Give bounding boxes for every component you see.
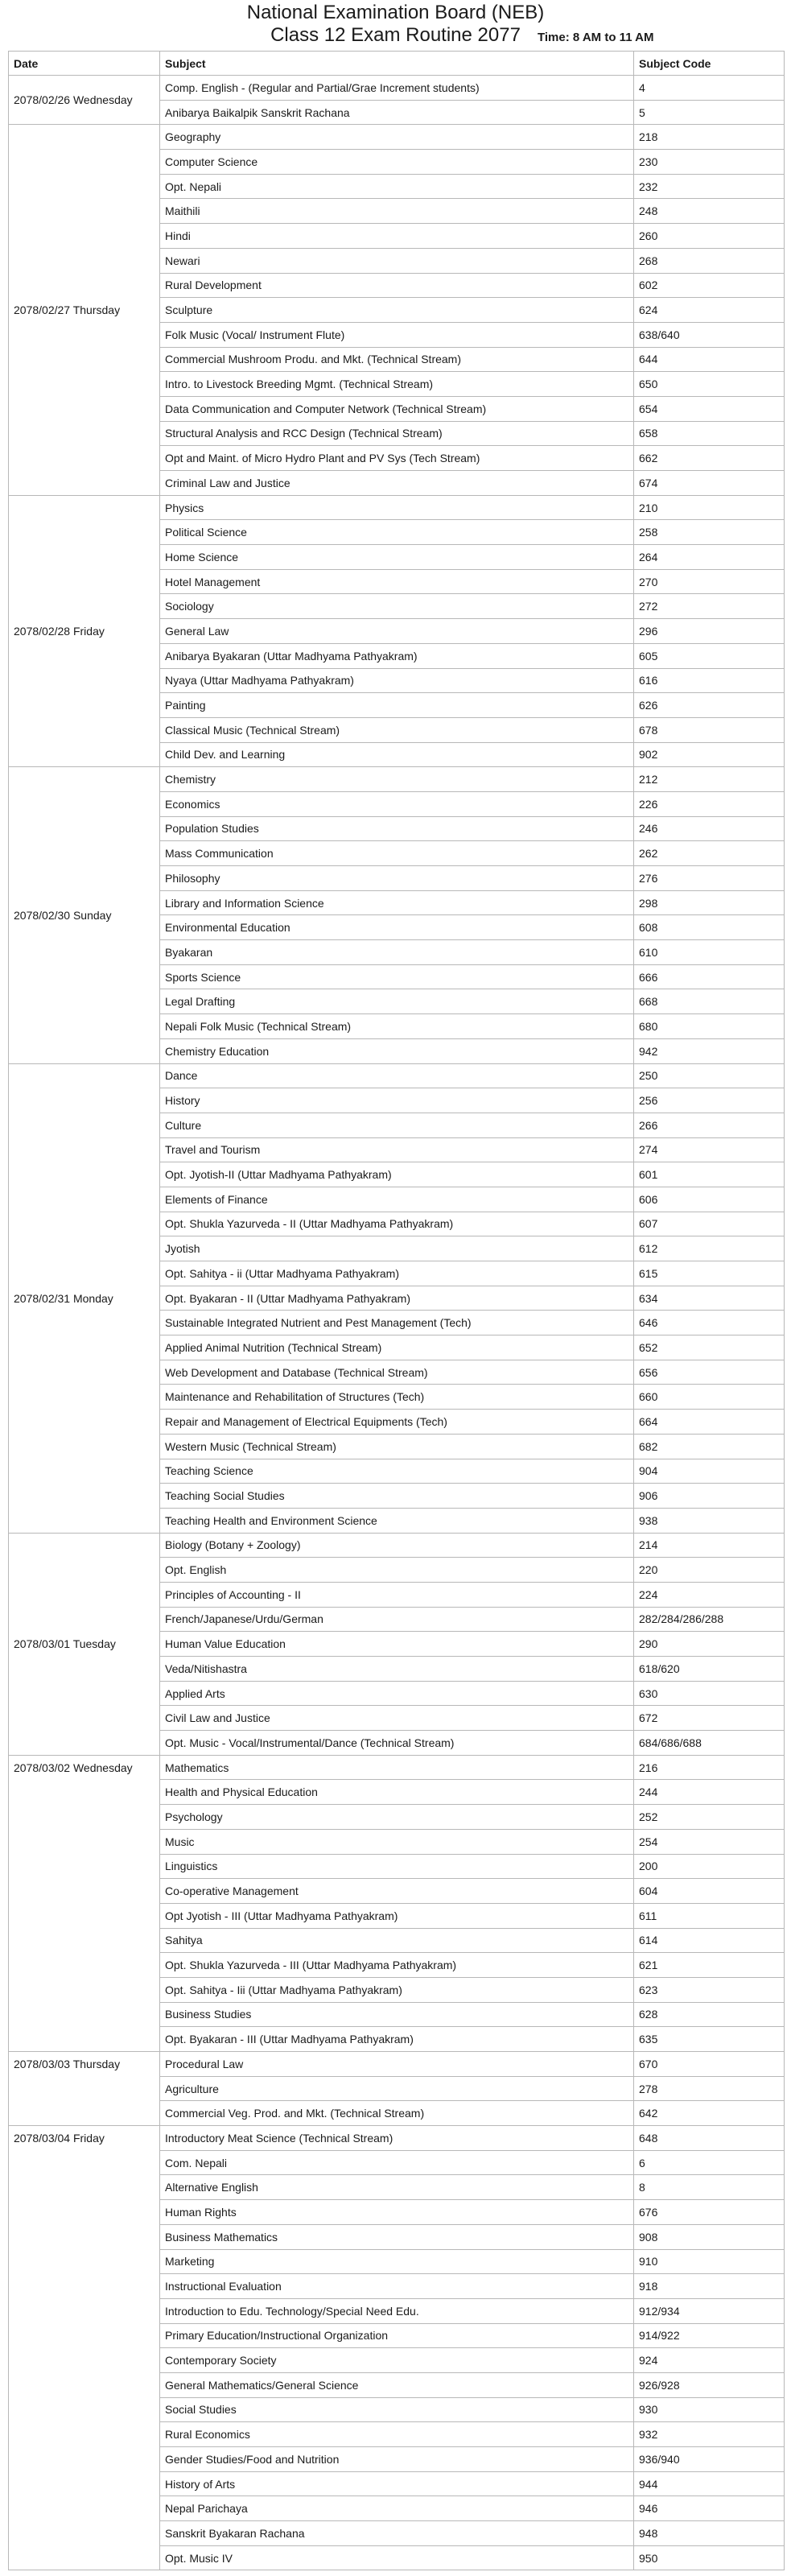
subject-cell: Environmental Education xyxy=(160,915,634,940)
subject-code-cell: 615 xyxy=(634,1261,785,1286)
subject-code-cell: 656 xyxy=(634,1360,785,1385)
subject-code-cell: 611 xyxy=(634,1903,785,1928)
exam-date-cell: 2078/02/30 Sunday xyxy=(9,767,160,1063)
exam-date-cell: 2078/03/01 Tuesday xyxy=(9,1533,160,1755)
subject-cell: Gender Studies/Food and Nutrition xyxy=(160,2447,634,2472)
subject-code-cell: 924 xyxy=(634,2348,785,2373)
subject-cell: Chemistry xyxy=(160,767,634,792)
subject-code-cell: 264 xyxy=(634,545,785,570)
subject-cell: Sociology xyxy=(160,594,634,619)
subject-cell: History xyxy=(160,1088,634,1113)
subject-code-cell: 608 xyxy=(634,915,785,940)
subject-cell: Introduction to Edu. Technology/Special Need Edu. xyxy=(160,2298,634,2323)
subject-cell: Sanskrit Byakaran Rachana xyxy=(160,2521,634,2546)
subject-code-cell: 648 xyxy=(634,2126,785,2151)
subject-cell: Principles of Accounting - II xyxy=(160,1582,634,1607)
table-row xyxy=(9,2052,785,2077)
page-header xyxy=(0,0,791,50)
subject-code-cell: 296 xyxy=(634,619,785,644)
subject-cell: Anibarya Byakaran (Uttar Madhyama Pathyakram) xyxy=(160,643,634,668)
subject-cell: Population Studies xyxy=(160,816,634,841)
table-row xyxy=(9,2126,785,2151)
subject-cell: Introductory Meat Science (Technical Stream) xyxy=(160,2126,634,2151)
subject-code-cell: 626 xyxy=(634,693,785,718)
subject-code-cell: 8 xyxy=(634,2175,785,2200)
subject-cell: Primary Education/Instructional Organization xyxy=(160,2323,634,2348)
subject-code-cell: 256 xyxy=(634,1088,785,1113)
subject-cell: Travel and Tourism xyxy=(160,1137,634,1162)
subject-cell: Music xyxy=(160,1829,634,1854)
subject-cell: Philosophy xyxy=(160,866,634,891)
exam-date-cell: 2078/02/28 Friday xyxy=(9,495,160,767)
subject-cell: Economics xyxy=(160,791,634,816)
subject-cell: Biology (Botany + Zoology) xyxy=(160,1533,634,1558)
subject-code-cell: 944 xyxy=(634,2471,785,2496)
subject-cell: Teaching Social Studies xyxy=(160,1484,634,1509)
subject-code-cell: 630 xyxy=(634,1681,785,1706)
subject-code-cell: 936/940 xyxy=(634,2447,785,2472)
subject-code-cell: 606 xyxy=(634,1187,785,1212)
subject-cell: Data Communication and Computer Network (Technical Stream) xyxy=(160,396,634,421)
subject-code-cell: 246 xyxy=(634,816,785,841)
subject-code-cell: 628 xyxy=(634,2002,785,2027)
subject-cell: Computer Science xyxy=(160,150,634,175)
table-row xyxy=(9,125,785,150)
subject-code-cell: 605 xyxy=(634,643,785,668)
subject-code-cell: 6 xyxy=(634,2150,785,2175)
subject-cell: Geography xyxy=(160,125,634,150)
subject-code-cell: 274 xyxy=(634,1137,785,1162)
subject-cell: Intro. to Livestock Breeding Mgmt. (Technical Stream) xyxy=(160,372,634,397)
subject-cell: Chemistry Education xyxy=(160,1038,634,1063)
subject-code-cell: 5 xyxy=(634,100,785,125)
table-header-row xyxy=(9,52,785,76)
table-row xyxy=(9,495,785,520)
subject-code-cell: 278 xyxy=(634,2076,785,2101)
subject-code-cell: 272 xyxy=(634,594,785,619)
subject-code-cell: 676 xyxy=(634,2200,785,2225)
subject-cell: Byakaran xyxy=(160,940,634,965)
exam-date-cell: 2078/03/03 Thursday xyxy=(9,2052,160,2126)
subject-cell: Hindi xyxy=(160,224,634,249)
subject-code-cell: 914/922 xyxy=(634,2323,785,2348)
subject-cell: Opt. Byakaran - II (Uttar Madhyama Pathyakram) xyxy=(160,1286,634,1311)
subject-cell: Opt. Sahitya - Iii (Uttar Madhyama Pathyakram) xyxy=(160,1977,634,2002)
subject-cell: Psychology xyxy=(160,1805,634,1830)
subject-cell: Co-operative Management xyxy=(160,1879,634,1904)
exam-date-cell: 2078/02/27 Thursday xyxy=(9,125,160,495)
subject-cell: Criminal Law and Justice xyxy=(160,471,634,496)
subject-cell: Business Mathematics xyxy=(160,2224,634,2249)
subject-code-cell: 282/284/286/288 xyxy=(634,1607,785,1632)
subject-cell: Applied Arts xyxy=(160,1681,634,1706)
subject-cell: Jyotish xyxy=(160,1236,634,1261)
subject-cell: Sahitya xyxy=(160,1928,634,1953)
subject-cell: Maintenance and Rehabilitation of Structures (Tech) xyxy=(160,1385,634,1410)
subject-cell: Social Studies xyxy=(160,2397,634,2422)
page-subtitle: Class 12 Exam Routine 2077 xyxy=(270,24,521,46)
table-row xyxy=(9,1755,785,1780)
subject-code-cell: 930 xyxy=(634,2397,785,2422)
subject-code-cell: 210 xyxy=(634,495,785,520)
subject-code-cell: 658 xyxy=(634,421,785,446)
subject-cell: Marketing xyxy=(160,2249,634,2274)
subject-cell: Legal Drafting xyxy=(160,989,634,1014)
subject-code-cell: 650 xyxy=(634,372,785,397)
subject-cell: Procedural Law xyxy=(160,2052,634,2077)
subject-cell: Opt Jyotish - III (Uttar Madhyama Pathyakram) xyxy=(160,1903,634,1928)
subject-code-cell: 634 xyxy=(634,1286,785,1311)
subject-cell: General Law xyxy=(160,619,634,644)
subject-code-cell: 635 xyxy=(634,2027,785,2052)
subject-code-cell: 644 xyxy=(634,347,785,372)
subject-cell: Home Science xyxy=(160,545,634,570)
subject-code-cell: 212 xyxy=(634,767,785,792)
table-row xyxy=(9,1063,785,1088)
subject-cell: Painting xyxy=(160,693,634,718)
exam-date-cell: 2078/03/02 Wednesday xyxy=(9,1755,160,2051)
subject-cell: Mathematics xyxy=(160,1755,634,1780)
subject-code-cell: 618/620 xyxy=(634,1657,785,1682)
subject-cell: Nepal Parichaya xyxy=(160,2496,634,2521)
exam-date-cell: 2078/02/26 Wednesday xyxy=(9,76,160,125)
subject-code-cell: 938 xyxy=(634,1508,785,1533)
subject-cell: Dance xyxy=(160,1063,634,1088)
subject-code-cell: 680 xyxy=(634,1014,785,1039)
subject-code-cell: 926/928 xyxy=(634,2372,785,2397)
subject-cell: Applied Animal Nutrition (Technical Stream) xyxy=(160,1335,634,1360)
subject-cell: Rural Development xyxy=(160,273,634,298)
subject-cell: General Mathematics/General Science xyxy=(160,2372,634,2397)
subject-cell: Opt. Shukla Yazurveda - III (Uttar Madhyama Pathyakram) xyxy=(160,1953,634,1978)
subject-code-cell: 612 xyxy=(634,1236,785,1261)
subject-code-cell: 290 xyxy=(634,1632,785,1657)
subject-cell: Com. Nepali xyxy=(160,2150,634,2175)
subject-code-cell: 910 xyxy=(634,2249,785,2274)
subject-cell: Folk Music (Vocal/ Instrument Flute) xyxy=(160,322,634,347)
subject-cell: Western Music (Technical Stream) xyxy=(160,1434,634,1459)
table-row xyxy=(9,1533,785,1558)
subject-cell: Child Dev. and Learning xyxy=(160,742,634,767)
subject-code-cell: 652 xyxy=(634,1335,785,1360)
subject-code-cell: 252 xyxy=(634,1805,785,1830)
subject-code-cell: 678 xyxy=(634,717,785,742)
subject-code-cell: 904 xyxy=(634,1459,785,1484)
subject-code-cell: 624 xyxy=(634,298,785,323)
subject-code-cell: 298 xyxy=(634,890,785,915)
subject-code-cell: 268 xyxy=(634,248,785,273)
subject-code-cell: 646 xyxy=(634,1311,785,1335)
exam-date-cell: 2078/02/31 Monday xyxy=(9,1063,160,1533)
table-row xyxy=(9,767,785,792)
subject-cell: Opt. Byakaran - III (Uttar Madhyama Pathyakram) xyxy=(160,2027,634,2052)
column-header-date: Date xyxy=(9,52,160,76)
subject-cell: Opt. Music - Vocal/Instrumental/Dance (Technical Stream) xyxy=(160,1731,634,1756)
subject-cell: Classical Music (Technical Stream) xyxy=(160,717,634,742)
subject-code-cell: 623 xyxy=(634,1977,785,2002)
subject-cell: Anibarya Baikalpik Sanskrit Rachana xyxy=(160,100,634,125)
subject-cell: Elements of Finance xyxy=(160,1187,634,1212)
subject-code-cell: 232 xyxy=(634,174,785,199)
subject-cell: Nyaya (Uttar Madhyama Pathyakram) xyxy=(160,668,634,693)
subject-code-cell: 601 xyxy=(634,1162,785,1187)
subject-cell: Human Value Education xyxy=(160,1632,634,1657)
subject-code-cell: 932 xyxy=(634,2422,785,2447)
subject-code-cell: 614 xyxy=(634,1928,785,1953)
subject-code-cell: 224 xyxy=(634,1582,785,1607)
subject-code-cell: 654 xyxy=(634,396,785,421)
subject-cell: Business Studies xyxy=(160,2002,634,2027)
subject-cell: Opt. Music IV xyxy=(160,2545,634,2570)
subject-code-cell: 214 xyxy=(634,1533,785,1558)
subject-cell: History of Arts xyxy=(160,2471,634,2496)
subject-cell: Library and Information Science xyxy=(160,890,634,915)
subject-code-cell: 664 xyxy=(634,1410,785,1435)
subject-cell: Opt. Sahitya - ii (Uttar Madhyama Pathyakram) xyxy=(160,1261,634,1286)
subject-code-cell: 607 xyxy=(634,1212,785,1236)
subject-cell: Newari xyxy=(160,248,634,273)
subject-cell: Rural Economics xyxy=(160,2422,634,2447)
subject-code-cell: 912/934 xyxy=(634,2298,785,2323)
subject-code-cell: 220 xyxy=(634,1558,785,1583)
subject-code-cell: 258 xyxy=(634,520,785,545)
subject-code-cell: 906 xyxy=(634,1484,785,1509)
subject-cell: Contemporary Society xyxy=(160,2348,634,2373)
subject-code-cell: 216 xyxy=(634,1755,785,1780)
table-row xyxy=(9,76,785,101)
subject-code-cell: 948 xyxy=(634,2521,785,2546)
subject-code-cell: 668 xyxy=(634,989,785,1014)
subject-cell: Structural Analysis and RCC Design (Technical Stream) xyxy=(160,421,634,446)
subject-cell: Political Science xyxy=(160,520,634,545)
subject-cell: Repair and Management of Electrical Equipments (Tech) xyxy=(160,1410,634,1435)
subject-code-cell: 666 xyxy=(634,964,785,989)
subject-cell: Physics xyxy=(160,495,634,520)
subject-code-cell: 674 xyxy=(634,471,785,496)
subject-code-cell: 226 xyxy=(634,791,785,816)
subject-cell: Opt. Shukla Yazurveda - II (Uttar Madhyama Pathyakram) xyxy=(160,1212,634,1236)
subject-code-cell: 684/686/688 xyxy=(634,1731,785,1756)
subject-cell: Commercial Veg. Prod. and Mkt. (Technical Stream) xyxy=(160,2101,634,2126)
subject-code-cell: 660 xyxy=(634,1385,785,1410)
subject-code-cell: 276 xyxy=(634,866,785,891)
subject-cell: Nepali Folk Music (Technical Stream) xyxy=(160,1014,634,1039)
subject-code-cell: 4 xyxy=(634,76,785,101)
subject-cell: Linguistics xyxy=(160,1854,634,1879)
subject-code-cell: 942 xyxy=(634,1038,785,1063)
subject-code-cell: 270 xyxy=(634,569,785,594)
exam-date-cell: 2078/03/04 Friday xyxy=(9,2126,160,2570)
subject-code-cell: 638/640 xyxy=(634,322,785,347)
subject-cell: Health and Physical Education xyxy=(160,1780,634,1805)
subject-cell: Agriculture xyxy=(160,2076,634,2101)
subject-cell: Opt and Maint. of Micro Hydro Plant and PV Sys (Tech Stream) xyxy=(160,446,634,471)
subject-code-cell: 254 xyxy=(634,1829,785,1854)
subject-cell: Sculpture xyxy=(160,298,634,323)
subject-code-cell: 260 xyxy=(634,224,785,249)
subject-cell: Sustainable Integrated Nutrient and Pest Management (Tech) xyxy=(160,1311,634,1335)
subject-cell: Comp. English - (Regular and Partial/Grae Increment students) xyxy=(160,76,634,101)
subject-cell: Opt. Jyotish-II (Uttar Madhyama Pathyakram) xyxy=(160,1162,634,1187)
subject-code-cell: 200 xyxy=(634,1854,785,1879)
subject-cell: Instructional Evaluation xyxy=(160,2274,634,2299)
page-title: National Examination Board (NEB) xyxy=(246,2,545,23)
subject-cell: Mass Communication xyxy=(160,841,634,866)
subject-code-cell: 621 xyxy=(634,1953,785,1978)
subject-cell: Human Rights xyxy=(160,2200,634,2225)
subject-code-cell: 946 xyxy=(634,2496,785,2521)
subject-cell: Teaching Science xyxy=(160,1459,634,1484)
subject-code-cell: 616 xyxy=(634,668,785,693)
subject-cell: Web Development and Database (Technical Stream) xyxy=(160,1360,634,1385)
subject-code-cell: 248 xyxy=(634,199,785,224)
exam-routine-table xyxy=(8,51,785,2570)
subject-cell: Civil Law and Justice xyxy=(160,1706,634,1731)
subject-code-cell: 266 xyxy=(634,1113,785,1137)
subject-code-cell: 672 xyxy=(634,1706,785,1731)
subject-cell: Maithili xyxy=(160,199,634,224)
subject-cell: Opt. Nepali xyxy=(160,174,634,199)
subject-cell: Sports Science xyxy=(160,964,634,989)
subject-cell: French/Japanese/Urdu/German xyxy=(160,1607,634,1632)
subject-code-cell: 218 xyxy=(634,125,785,150)
subject-code-cell: 610 xyxy=(634,940,785,965)
subject-cell: Alternative English xyxy=(160,2175,634,2200)
subject-cell: Veda/Nitishastra xyxy=(160,1657,634,1682)
subject-code-cell: 902 xyxy=(634,742,785,767)
subject-cell: Opt. English xyxy=(160,1558,634,1583)
table-body xyxy=(9,76,785,2570)
subject-code-cell: 908 xyxy=(634,2224,785,2249)
subject-cell: Culture xyxy=(160,1113,634,1137)
subject-code-cell: 602 xyxy=(634,273,785,298)
subject-code-cell: 642 xyxy=(634,2101,785,2126)
subject-code-cell: 682 xyxy=(634,1434,785,1459)
column-header-subject-code: Subject Code xyxy=(634,52,785,76)
exam-time: Time: 8 AM to 11 AM xyxy=(538,31,654,44)
subject-code-cell: 662 xyxy=(634,446,785,471)
subject-code-cell: 244 xyxy=(634,1780,785,1805)
column-header-subject: Subject xyxy=(160,52,634,76)
subject-cell: Commercial Mushroom Produ. and Mkt. (Technical Stream) xyxy=(160,347,634,372)
subject-code-cell: 230 xyxy=(634,150,785,175)
subject-cell: Teaching Health and Environment Science xyxy=(160,1508,634,1533)
subject-code-cell: 950 xyxy=(634,2545,785,2570)
subject-code-cell: 918 xyxy=(634,2274,785,2299)
subject-code-cell: 670 xyxy=(634,2052,785,2077)
subject-code-cell: 250 xyxy=(634,1063,785,1088)
subject-cell: Hotel Management xyxy=(160,569,634,594)
subject-code-cell: 604 xyxy=(634,1879,785,1904)
subject-code-cell: 262 xyxy=(634,841,785,866)
